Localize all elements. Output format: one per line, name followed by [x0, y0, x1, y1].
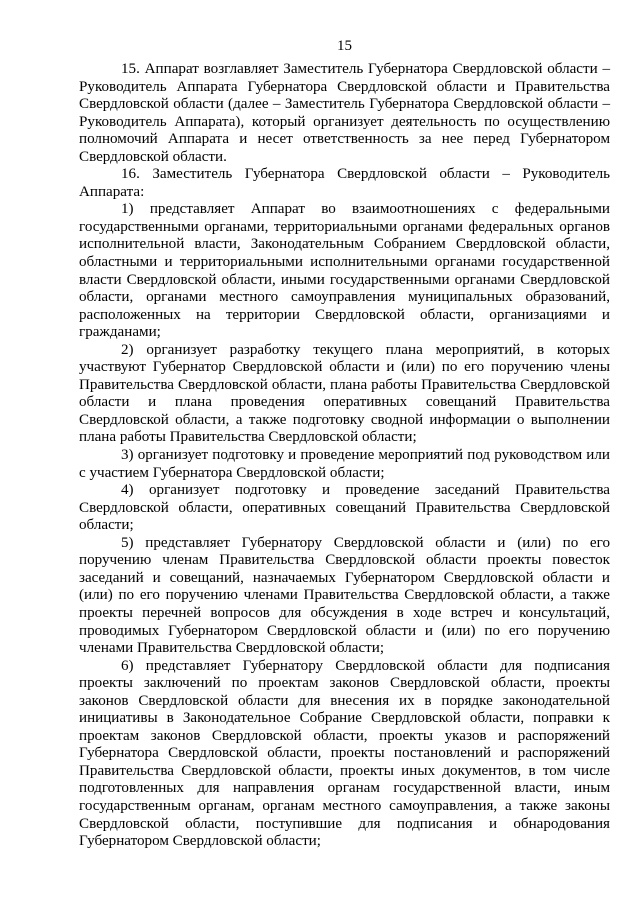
paragraph-15: 15. Аппарат возглавляет Заместитель Губернатора Свердловской области – Руководитель Аппарата Губернатора Свердловской области и Правительства Свердловской области (далее – Заместитель Губернатора Свердловской области – Руководитель Аппарата), который организует деятельность по осуществлению полномочий Аппарата и несет ответственность за нее перед Губернатором Свердловской области.: [79, 61, 610, 165]
page-number: 15: [337, 38, 352, 54]
paragraph-16: 16. Заместитель Губернатора Свердловской области – Руководитель Аппарата:: [79, 166, 610, 200]
list-item-4: 4) организует подготовку и проведение заседаний Правительства Свердловской области, оперативных совещаний Правительства Свердловской области;: [79, 482, 610, 534]
list-item-6: 6) представляет Губернатору Свердловской области для подписания проекты заключений по проектам законов Свердловской области, проекты законов Свердловской области для внесения их в порядке законодательной инициативы в Законодательное Собрание Свердловской области, поправки к проектам законов Свердловской области, проекты указов и распоряжений Губернатора Свердловской области, проекты постановлений и распоряжений Правительства Свердловской области, проекты иных документов, в том числе подготовленных для направления органам государственной власти, иным государственным органам, органам местного самоуправления, а также законы Свердловской области, поступившие для подписания и обнародования Губернатором Свердловской области;: [79, 657, 610, 850]
list-item-2: 2) организует разработку текущего плана мероприятий, в которых участвуют Губернатор Свердловской области и (или) по его поручению члены Правительства Свердловской области, плана работы Правительства Свердловской области и плана проведения оперативных совещаний Правительства Свердловской области, а также подготовку сводной информации о выполнении плана работы Правительства Свердловской области;: [79, 341, 610, 446]
list-item-3: 3) организует подготовку и проведение мероприятий под руководством или с участием Губернатора Свердловской области;: [79, 447, 610, 481]
list-item-5: 5) представляет Губернатору Свердловской области и (или) по его поручению членам Правительства Свердловской области проекты повесток заседаний и совещаний, назначаемых Губернатором Свердловской области и (или) по его поручению членами Правительства Свердловской области, а также проекты перечней вопросов для обсуждения в ходе встреч и консультаций, проводимых Губернатором Свердловской области и (или) по его поручению членами Правительства Свердловской области;: [79, 534, 610, 657]
list-item-1: 1) представляет Аппарат во взаимоотношениях с федеральными государственными органами, территориальными органами федеральных органов исполнительной власти, Законодательным Собранием Свердловской области, областными и территориальными исполнительными органами государственной власти Свердловской области, иными государственными органами Свердловской области, органами местного самоуправления муниципальных образований, расположенных на территории Свердловской области, организациями и гражданами;: [79, 201, 610, 341]
